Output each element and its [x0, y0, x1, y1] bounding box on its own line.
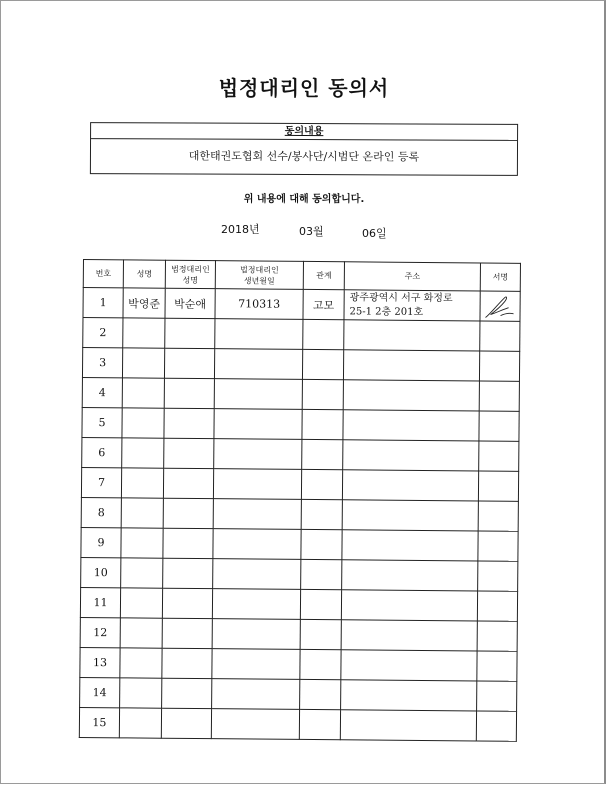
- row-guardian-birth: 710313: [215, 289, 303, 320]
- row-guardian-birth: [212, 679, 300, 710]
- row-relation: [302, 349, 343, 379]
- row-name: [121, 528, 163, 558]
- row-address-line1: [349, 425, 479, 426]
- row-address: [343, 410, 479, 441]
- row-guardian-birth: [211, 709, 299, 740]
- row-no: 7: [81, 467, 121, 497]
- row-address: [343, 440, 479, 471]
- row-name: [121, 558, 163, 588]
- row-address-line1: [347, 635, 477, 636]
- row-address-line1: 광주광역시 서구 화정로: [349, 291, 453, 304]
- row-address: [342, 560, 478, 591]
- row-no: 2: [83, 318, 123, 348]
- agree-statement: 위 내용에 대해 동의합니다.: [243, 194, 365, 205]
- row-name: [120, 678, 162, 708]
- row-address-line1: [346, 695, 476, 696]
- row-signature: [477, 651, 517, 681]
- row-address: [341, 650, 477, 681]
- header-address: 주소: [344, 262, 480, 291]
- row-no: 4: [82, 377, 122, 407]
- table-row: [82, 437, 519, 471]
- table-header-row: [83, 260, 520, 292]
- handwritten-signature: [482, 291, 516, 321]
- row-relation: [303, 319, 344, 349]
- row-guardian-birth: [213, 469, 301, 500]
- row-address-line1: [347, 605, 477, 606]
- row-no: 10: [81, 557, 121, 587]
- guardian-table: [79, 259, 521, 742]
- row-no: 8: [81, 497, 121, 527]
- row-address-line2: [348, 455, 478, 456]
- header-guardian-name-line2: 성명: [182, 275, 199, 285]
- table-row: [81, 557, 518, 591]
- row-signature: [478, 501, 518, 531]
- row-relation: [301, 499, 342, 529]
- table-row: [81, 497, 518, 531]
- row-relation: [301, 559, 342, 589]
- row-no: 11: [80, 587, 120, 617]
- row-address-line1: [347, 575, 477, 576]
- row-guardian-name: [164, 438, 214, 468]
- row-guardian-birth: [213, 559, 301, 590]
- row-guardian-birth: [213, 529, 301, 560]
- header-guardian-name-line1: 법정대리인: [171, 264, 210, 274]
- row-guardian-birth: [212, 589, 300, 620]
- row-address-line1: [348, 485, 478, 486]
- row-name: [122, 378, 164, 408]
- row-signature: [479, 441, 519, 471]
- row-address-line2: [347, 635, 477, 636]
- consent-box: [90, 122, 518, 176]
- row-name: [122, 348, 164, 378]
- row-no: 15: [79, 707, 119, 737]
- row-signature: [477, 681, 517, 711]
- row-no: 9: [81, 527, 121, 557]
- row-guardian-name: 박순애: [165, 288, 215, 318]
- table-row: [82, 407, 519, 441]
- row-name: [121, 498, 163, 528]
- date-day: 06일: [362, 227, 387, 240]
- row-guardian-birth: [213, 499, 301, 530]
- row-guardian-name: [161, 708, 211, 738]
- row-name: [120, 618, 162, 648]
- row-signature: [480, 321, 520, 351]
- row-address: [341, 590, 477, 621]
- row-guardian-birth: [214, 379, 302, 410]
- row-relation: [301, 529, 342, 559]
- header-guardian-name: [165, 260, 215, 288]
- row-address-line2: [346, 665, 476, 666]
- row-address: [342, 500, 478, 531]
- row-guardian-name: [164, 378, 214, 408]
- row-guardian-birth: [212, 619, 300, 650]
- row-guardian-birth: [215, 319, 303, 350]
- row-signature: [479, 351, 519, 381]
- row-address-line1: [346, 665, 476, 666]
- row-signature: [479, 411, 519, 441]
- document-title: 법정대리인 동의서: [218, 76, 390, 100]
- row-name: [120, 588, 162, 618]
- row-guardian-birth: [212, 649, 300, 680]
- row-name: [120, 648, 162, 678]
- table-row: [82, 377, 519, 411]
- row-signature: [477, 591, 517, 621]
- row-signature: [476, 711, 516, 741]
- row-signature: [478, 561, 518, 591]
- header-no: 번호: [83, 260, 123, 288]
- consent-header: [91, 123, 517, 141]
- row-address: [340, 710, 476, 741]
- table-row: [83, 318, 520, 352]
- row-address-line1: [349, 335, 479, 336]
- row-name: 박영준: [123, 288, 165, 318]
- row-relation: [300, 619, 341, 649]
- row-guardian-name: [163, 498, 213, 528]
- row-address-line2: [347, 605, 477, 606]
- date-year: 2018년: [221, 223, 260, 236]
- row-address-line1: [349, 395, 479, 396]
- row-signature: [477, 621, 517, 651]
- header-relation: 관계: [303, 261, 344, 289]
- row-address-line2: 25-1 2층 201호: [349, 305, 424, 318]
- row-no: 5: [82, 407, 122, 437]
- row-no: 3: [82, 348, 122, 378]
- row-address: [344, 320, 480, 351]
- date-month: 03월: [299, 225, 324, 238]
- row-address-line1: [348, 515, 478, 516]
- consent-body: 대한태권도협회 선수/봉사단/시범단 온라인 등록: [188, 149, 420, 164]
- row-relation: [300, 649, 341, 679]
- consent-header-label: 동의내용: [284, 125, 324, 138]
- row-relation: [301, 469, 342, 499]
- row-guardian-name: [164, 408, 214, 438]
- table-row: [81, 527, 518, 561]
- row-address-line2: [348, 515, 478, 516]
- row-no: 1: [83, 288, 123, 318]
- row-guardian-name: [162, 588, 212, 618]
- row-signature: [478, 471, 518, 501]
- row-relation: [302, 439, 343, 469]
- row-no: 13: [80, 647, 120, 677]
- table-body: [79, 288, 520, 742]
- row-address-line2: [346, 725, 476, 726]
- row-name: [121, 468, 163, 498]
- header-guardian-birth-line2: 생년월일: [243, 275, 275, 286]
- header-signature: 서명: [480, 263, 520, 291]
- row-name: [122, 408, 164, 438]
- row-guardian-name: [163, 528, 213, 558]
- row-address: [343, 350, 479, 381]
- row-no: 12: [80, 617, 120, 647]
- row-address: [342, 530, 478, 561]
- row-address-line2: [349, 425, 479, 426]
- table-row: [79, 707, 516, 741]
- row-relation: [299, 709, 340, 739]
- row-guardian-name: [163, 468, 213, 498]
- table-row: [80, 587, 517, 621]
- row-address: [341, 680, 477, 711]
- row-guardian-birth: [214, 409, 302, 440]
- row-name: [119, 708, 161, 738]
- row-signature: [479, 381, 519, 411]
- row-address-line2: [349, 335, 479, 336]
- row-relation: [300, 589, 341, 619]
- header-guardian-birth: [215, 261, 303, 290]
- row-guardian-name: [163, 558, 213, 588]
- row-address-line2: [347, 575, 477, 576]
- row-address-line2: [348, 485, 478, 486]
- row-no: 6: [82, 437, 122, 467]
- row-address-line1: [348, 545, 478, 546]
- row-address-line1: [346, 725, 476, 726]
- guardian-table-wrap: [79, 259, 521, 742]
- row-address-line2: [349, 365, 479, 366]
- row-relation: [302, 379, 343, 409]
- row-address: [343, 380, 479, 411]
- row-guardian-birth: [214, 349, 302, 380]
- row-address-line2: [348, 545, 478, 546]
- row-guardian-name: [162, 678, 212, 708]
- row-guardian-name: [162, 648, 212, 678]
- row-address-line1: [349, 365, 479, 366]
- row-guardian-name: [162, 618, 212, 648]
- row-relation: 고모: [303, 289, 344, 319]
- row-guardian-name: [164, 348, 214, 378]
- header-name: 성명: [123, 260, 165, 288]
- row-guardian-birth: [214, 439, 302, 470]
- table-row: [80, 617, 517, 651]
- row-address: [344, 290, 480, 321]
- header-guardian-birth-line1: 법정대리인: [240, 264, 279, 275]
- table-row: [83, 288, 520, 322]
- row-relation: [300, 679, 341, 709]
- table-row: [80, 677, 517, 711]
- row-address-line2: [349, 395, 479, 396]
- row-address: [341, 620, 477, 651]
- table-row: [81, 467, 518, 501]
- row-relation: [302, 409, 343, 439]
- row-address: [342, 470, 478, 501]
- table-row: [80, 647, 517, 681]
- row-address-line1: [348, 455, 478, 456]
- row-address-line2: [346, 695, 476, 696]
- row-name: [123, 318, 165, 348]
- row-name: [122, 438, 164, 468]
- row-signature: [480, 291, 520, 321]
- row-guardian-name: [165, 318, 215, 348]
- row-signature: [478, 531, 518, 561]
- row-no: 14: [80, 677, 120, 707]
- table-row: [82, 348, 519, 382]
